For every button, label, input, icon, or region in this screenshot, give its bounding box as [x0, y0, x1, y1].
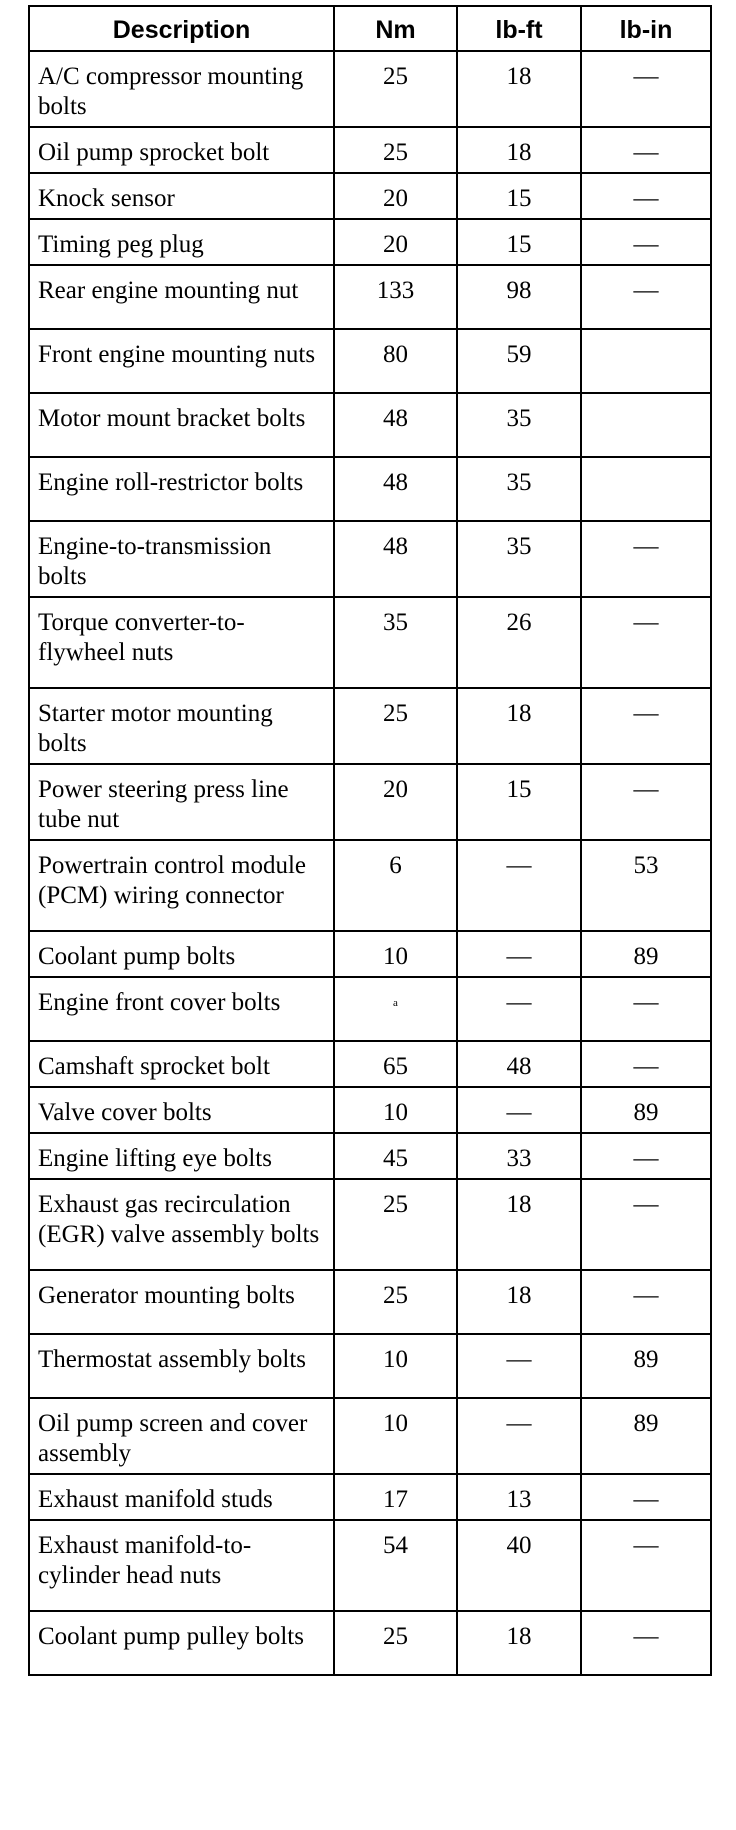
lb-ft-cell: — [457, 931, 581, 977]
table-row [29, 1087, 711, 1133]
lb-in-cell [581, 393, 711, 457]
lb-ft-cell: 13 [457, 1474, 581, 1520]
nm-cell: 10 [334, 931, 457, 977]
nm-cell: 48 [334, 393, 457, 457]
nm-cell [334, 977, 457, 1041]
lb-in-cell: — [581, 688, 711, 764]
table-row [29, 1611, 711, 1675]
lb-in-cell: — [581, 219, 711, 265]
lb-ft-cell: — [457, 1087, 581, 1133]
description-cell: Engine front cover bolts [29, 977, 334, 1041]
lb-in-cell [581, 329, 711, 393]
lb-ft-cell: 18 [457, 1611, 581, 1675]
lb-in-cell: 89 [581, 1398, 711, 1474]
description-cell: Exhaust manifold studs [29, 1474, 334, 1520]
lb-ft-cell: 18 [457, 688, 581, 764]
nm-cell: 65 [334, 1041, 457, 1087]
lb-in-cell: — [581, 1041, 711, 1087]
description-cell: Rear engine mounting nut [29, 265, 334, 329]
lb-ft-cell: 35 [457, 457, 581, 521]
lb-ft-cell: — [457, 1398, 581, 1474]
lb-in-cell: 89 [581, 1087, 711, 1133]
description-cell: Powertrain control module (PCM) wiring connector [29, 840, 334, 931]
table-row [29, 1474, 711, 1520]
lb-ft-cell: 18 [457, 51, 581, 127]
table-row [29, 1398, 711, 1474]
lb-in-cell: — [581, 127, 711, 173]
lb-ft-cell: 40 [457, 1520, 581, 1611]
description-cell: Starter motor mounting bolts [29, 688, 334, 764]
table-row [29, 1133, 711, 1179]
description-cell: Engine lifting eye bolts [29, 1133, 334, 1179]
description-cell: Coolant pump bolts [29, 931, 334, 977]
lb-ft-cell: 98 [457, 265, 581, 329]
nm-cell: 48 [334, 457, 457, 521]
nm-cell: 6 [334, 840, 457, 931]
lb-ft-cell: 33 [457, 1133, 581, 1179]
lb-ft-cell: 18 [457, 1179, 581, 1270]
table-row [29, 219, 711, 265]
lb-in-cell: — [581, 597, 711, 688]
nm-cell: 45 [334, 1133, 457, 1179]
table-row [29, 1041, 711, 1087]
description-cell: Engine-to-transmission bolts [29, 521, 334, 597]
description-cell: Oil pump sprocket bolt [29, 127, 334, 173]
nm-cell: 25 [334, 1270, 457, 1334]
description-cell: Oil pump screen and cover assembly [29, 1398, 334, 1474]
table-row [29, 688, 711, 764]
table-row [29, 764, 711, 840]
description-cell: Motor mount bracket bolts [29, 393, 334, 457]
table-row [29, 265, 711, 329]
lb-ft-cell: 48 [457, 1041, 581, 1087]
torque-specifications-table [28, 5, 712, 1676]
nm-cell: 54 [334, 1520, 457, 1611]
description-cell: A/C compressor mounting bolts [29, 51, 334, 127]
description-cell: Exhaust gas recirculation (EGR) valve assembly bolts [29, 1179, 334, 1270]
description-cell: Power steering press line tube nut [29, 764, 334, 840]
nm-cell: 10 [334, 1398, 457, 1474]
description-cell: Camshaft sprocket bolt [29, 1041, 334, 1087]
lb-in-cell: 89 [581, 931, 711, 977]
description-cell: Timing peg plug [29, 219, 334, 265]
lb-in-cell: — [581, 977, 711, 1041]
nm-cell: 20 [334, 219, 457, 265]
lb-ft-cell: 15 [457, 173, 581, 219]
lb-ft-cell: 18 [457, 127, 581, 173]
table-row [29, 840, 711, 931]
table-header [29, 6, 711, 51]
table-row [29, 329, 711, 393]
footnote-marker: a [393, 997, 398, 1009]
lb-in-cell: — [581, 1270, 711, 1334]
table-row [29, 1179, 711, 1270]
lb-ft-cell: — [457, 840, 581, 931]
nm-cell: 25 [334, 127, 457, 173]
lb-in-cell: — [581, 1474, 711, 1520]
nm-cell: 20 [334, 173, 457, 219]
nm-cell: 20 [334, 764, 457, 840]
table-row [29, 1334, 711, 1398]
nm-cell: 48 [334, 521, 457, 597]
nm-cell: 80 [334, 329, 457, 393]
table-row [29, 597, 711, 688]
lb-ft-cell: — [457, 1334, 581, 1398]
description-cell: Front engine mounting nuts [29, 329, 334, 393]
nm-cell: 35 [334, 597, 457, 688]
description-cell: Generator mounting bolts [29, 1270, 334, 1334]
nm-cell: 10 [334, 1334, 457, 1398]
table-row [29, 173, 711, 219]
table-row [29, 1270, 711, 1334]
lb-ft-cell: 26 [457, 597, 581, 688]
lb-in-cell: — [581, 521, 711, 597]
nm-cell: 10 [334, 1087, 457, 1133]
lb-in-cell: 89 [581, 1334, 711, 1398]
table-row [29, 51, 711, 127]
lb-in-cell: — [581, 764, 711, 840]
header-row [29, 6, 711, 51]
lb-in-cell: — [581, 51, 711, 127]
lb-in-cell [581, 457, 711, 521]
nm-cell: 25 [334, 51, 457, 127]
description-cell: Knock sensor [29, 173, 334, 219]
column-header-nm: Nm [334, 6, 457, 51]
nm-cell: 17 [334, 1474, 457, 1520]
nm-cell: 133 [334, 265, 457, 329]
nm-cell: 25 [334, 1179, 457, 1270]
column-header-description: Description [29, 6, 334, 51]
lb-in-cell: — [581, 1179, 711, 1270]
description-cell: Exhaust manifold-to-cylinder head nuts [29, 1520, 334, 1611]
lb-in-cell: — [581, 1611, 711, 1675]
table-row [29, 521, 711, 597]
table-body [29, 51, 711, 1675]
description-cell: Valve cover bolts [29, 1087, 334, 1133]
table-row [29, 457, 711, 521]
lb-in-cell: 53 [581, 840, 711, 931]
table-row [29, 127, 711, 173]
lb-in-cell: — [581, 1133, 711, 1179]
description-cell: Engine roll-restrictor bolts [29, 457, 334, 521]
nm-cell: 25 [334, 1611, 457, 1675]
description-cell: Torque converter-to-flywheel nuts [29, 597, 334, 688]
lb-ft-cell: 15 [457, 219, 581, 265]
lb-in-cell: — [581, 1520, 711, 1611]
table-row [29, 1520, 711, 1611]
lb-in-cell: — [581, 173, 711, 219]
table-row [29, 393, 711, 457]
nm-cell: 25 [334, 688, 457, 764]
lb-ft-cell: — [457, 977, 581, 1041]
lb-ft-cell: 35 [457, 393, 581, 457]
lb-ft-cell: 18 [457, 1270, 581, 1334]
description-cell: Coolant pump pulley bolts [29, 1611, 334, 1675]
lb-ft-cell: 35 [457, 521, 581, 597]
table-row [29, 977, 711, 1041]
lb-in-cell: — [581, 265, 711, 329]
lb-ft-cell: 59 [457, 329, 581, 393]
column-header-lb-in: lb-in [581, 6, 711, 51]
description-cell: Thermostat assembly bolts [29, 1334, 334, 1398]
column-header-lb-ft: lb-ft [457, 6, 581, 51]
lb-ft-cell: 15 [457, 764, 581, 840]
table-row [29, 931, 711, 977]
